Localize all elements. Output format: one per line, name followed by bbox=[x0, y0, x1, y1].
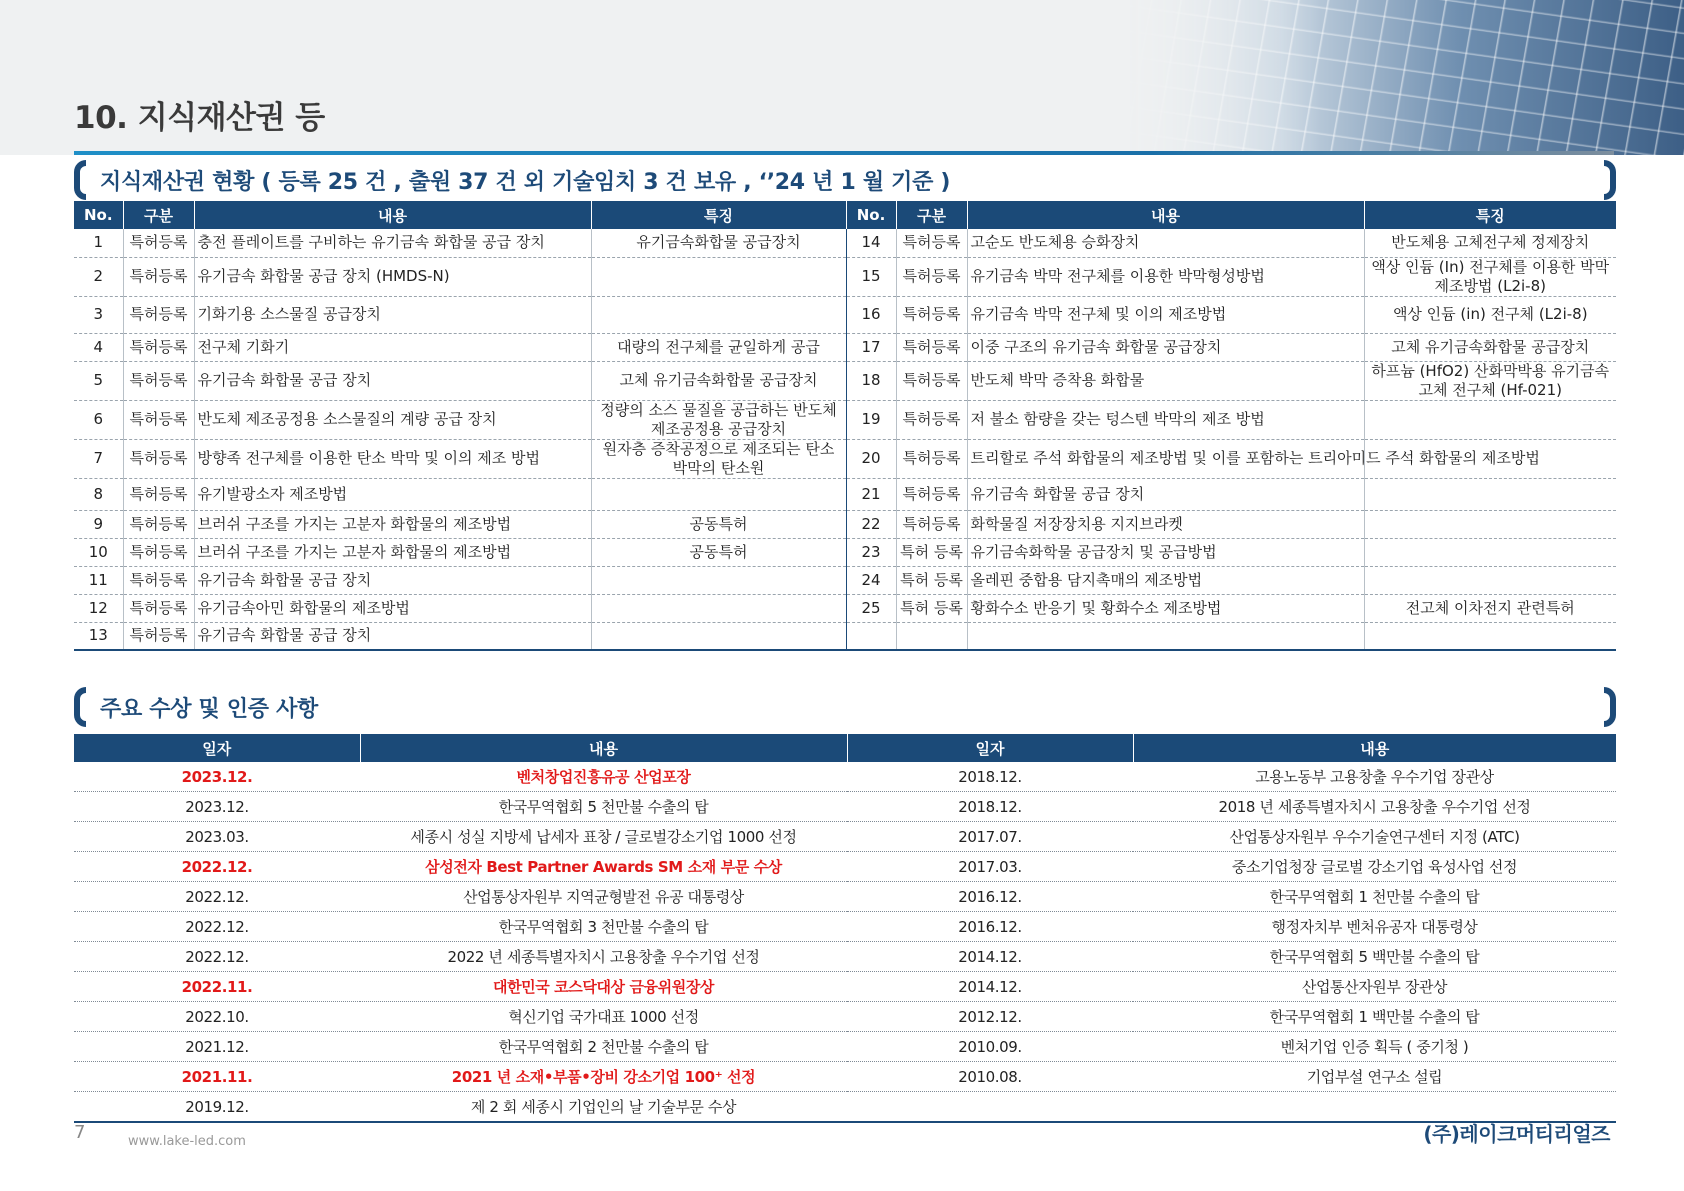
award-date-2: 2012.12. bbox=[847, 1002, 1133, 1032]
row-content-2: 이중 구조의 유기금속 화합물 공급장치 bbox=[967, 333, 1364, 361]
row-no: 13 bbox=[74, 622, 123, 650]
row-no: 12 bbox=[74, 594, 123, 622]
ip-table-row bbox=[74, 400, 1616, 439]
award-content: 산업통상자원부 지역균형발전 유공 대통령상 bbox=[360, 882, 847, 912]
bracket-right bbox=[1604, 160, 1616, 200]
row-type: 특허등록 bbox=[123, 333, 194, 361]
row-type: 특허등록 bbox=[123, 566, 194, 594]
award-date: 2022.12. bbox=[74, 912, 360, 942]
award-content: 삼성전자 Best Partner Awards SM 소재 부문 수상 bbox=[360, 852, 847, 882]
ip-table-row bbox=[74, 510, 1616, 538]
row-type: 특허등록 bbox=[123, 400, 194, 439]
row-type: 특허등록 bbox=[123, 594, 194, 622]
row-type-2: 특허등록 bbox=[896, 510, 967, 538]
award-content-2: 고용노동부 고용창출 우수기업 장관상 bbox=[1133, 762, 1616, 792]
col-type-2: 구분 bbox=[896, 201, 967, 229]
award-content: 한국무역협회 5 천만불 수출의 탑 bbox=[360, 792, 847, 822]
award-content-2: 벤처기업 인증 획득 ( 중기청 ) bbox=[1133, 1032, 1616, 1062]
page-number: 7 bbox=[74, 1122, 86, 1143]
row-content-2: 황화수소 반응기 및 황화수소 제조방법 bbox=[967, 594, 1364, 622]
award-date-2: 2010.09. bbox=[847, 1032, 1133, 1062]
row-type: 특허등록 bbox=[123, 257, 194, 296]
award-date-2: 2014.12. bbox=[847, 942, 1133, 972]
website-url: www.lake-led.com bbox=[128, 1134, 246, 1149]
col-award-content: 내용 bbox=[360, 734, 847, 762]
award-table-row bbox=[74, 1032, 1616, 1062]
row-type: 특허등록 bbox=[123, 296, 194, 333]
row-content-2: 올레핀 중합용 담지촉매의 제조방법 bbox=[967, 566, 1364, 594]
ip-table-row bbox=[74, 538, 1616, 566]
title-rule bbox=[74, 151, 1614, 155]
row-type: 특허등록 bbox=[123, 478, 194, 510]
award-content: 혁신기업 국가대표 1000 선정 bbox=[360, 1002, 847, 1032]
row-feature bbox=[591, 566, 846, 594]
row-feature: 공동특허 bbox=[591, 510, 846, 538]
row-feature-2: 액상 인듐 (in) 전구체 (L2i-8) bbox=[1364, 296, 1616, 333]
bracket-right bbox=[1604, 687, 1616, 727]
award-content-2: 2018 년 세종특별자치시 고용창출 우수기업 선정 bbox=[1133, 792, 1616, 822]
company-logo-text: (주)레이크머티리얼즈 bbox=[1423, 1122, 1610, 1146]
row-feature-2: 하프늄 (HfO2) 산화막박용 유기금속 고체 전구체 (Hf-021) bbox=[1364, 361, 1616, 400]
award-table-row bbox=[74, 942, 1616, 972]
row-type-2: 특허 등록 bbox=[896, 566, 967, 594]
row-feature-2: 액상 인듐 (In) 전구체를 이용한 박막제조방법 (L2i-8) bbox=[1364, 257, 1616, 296]
ip-table-row bbox=[74, 594, 1616, 622]
row-feature-2 bbox=[1364, 510, 1616, 538]
col-no-2: No. bbox=[846, 201, 896, 229]
row-feature: 공동특허 bbox=[591, 538, 846, 566]
row-no-2: 14 bbox=[846, 229, 896, 257]
award-table-row bbox=[74, 762, 1616, 792]
ip-table-row bbox=[74, 296, 1616, 333]
row-no: 10 bbox=[74, 538, 123, 566]
ip-table bbox=[74, 201, 1616, 651]
award-table-row bbox=[74, 1002, 1616, 1032]
row-no: 4 bbox=[74, 333, 123, 361]
page-title: 10. 지식재산권 등 bbox=[74, 100, 325, 136]
row-type-2: 특허등록 bbox=[896, 478, 967, 510]
row-type-2: 특허 등록 bbox=[896, 538, 967, 566]
row-feature bbox=[591, 257, 846, 296]
row-no-2: 25 bbox=[846, 594, 896, 622]
row-no: 11 bbox=[74, 566, 123, 594]
ip-table-row bbox=[74, 439, 1616, 478]
row-feature: 고체 유기금속화합물 공급장치 bbox=[591, 361, 846, 400]
award-table-header bbox=[74, 734, 1616, 762]
row-no: 2 bbox=[74, 257, 123, 296]
award-date-2: 2010.08. bbox=[847, 1062, 1133, 1092]
award-content-2: 한국무역협회 1 천만불 수출의 탑 bbox=[1133, 882, 1616, 912]
award-section-heading bbox=[74, 687, 1616, 727]
row-content-2: 트리할로 주석 화합물의 제조방법 및 이를 포함하는 트리아미드 주석 화합물의 제조방법 bbox=[967, 439, 1364, 478]
row-content-2 bbox=[967, 622, 1364, 650]
award-content-2: 행정자치부 벤처유공자 대통령상 bbox=[1133, 912, 1616, 942]
award-date: 2022.10. bbox=[74, 1002, 360, 1032]
award-content-2: 한국무역협회 1 백만불 수출의 탑 bbox=[1133, 1002, 1616, 1032]
row-content-2: 유기금속 화합물 공급 장치 bbox=[967, 478, 1364, 510]
award-table-row bbox=[74, 852, 1616, 882]
award-date: 2019.12. bbox=[185, 1097, 249, 1116]
award-table-row bbox=[74, 882, 1616, 912]
award-content: 2021 년 소재•부품•장비 강소기업 100⁺ 선정 bbox=[360, 1062, 847, 1092]
col-feature-2: 특징 bbox=[1364, 201, 1616, 229]
award-date-2: 2018.12. bbox=[847, 762, 1133, 792]
ip-table-row bbox=[74, 478, 1616, 510]
row-type-2: 특허 등록 bbox=[896, 594, 967, 622]
row-type: 특허등록 bbox=[123, 510, 194, 538]
row-feature bbox=[591, 594, 846, 622]
solar-panel-header-image bbox=[1124, 0, 1684, 155]
row-no-2: 23 bbox=[846, 538, 896, 566]
award-bottom-rule bbox=[74, 1121, 1616, 1123]
row-no-2: 18 bbox=[846, 361, 896, 400]
row-content: 유기금속 화합물 공급 장치 bbox=[194, 566, 591, 594]
col-award-content-2: 내용 bbox=[1133, 734, 1616, 762]
award-table-row bbox=[74, 972, 1616, 1002]
award-date: 2023.12. bbox=[74, 762, 360, 792]
ip-table-row bbox=[74, 229, 1616, 257]
award-date-2: 2016.12. bbox=[847, 912, 1133, 942]
award-date-2: 2016.12. bbox=[847, 882, 1133, 912]
award-table-row bbox=[74, 912, 1616, 942]
award-content-2: 중소기업청장 글로벌 강소기업 육성사업 선정 bbox=[1133, 852, 1616, 882]
row-feature bbox=[591, 622, 846, 650]
row-feature-2: 반도체용 고체전구체 정제장치 bbox=[1364, 229, 1616, 257]
ip-section-heading-text: 지식재산권 현황 ( 등록 25 건 , 출원 37 건 외 기술임치 3 건 보유 , ‘’24 년 1 월 기준 ) bbox=[100, 170, 951, 195]
row-type-2: 특허등록 bbox=[896, 257, 967, 296]
row-no-2: 16 bbox=[846, 296, 896, 333]
col-content-2: 내용 bbox=[967, 201, 1364, 229]
bracket-left bbox=[74, 160, 86, 200]
ip-table-header bbox=[74, 201, 1616, 229]
col-type: 구분 bbox=[123, 201, 194, 229]
row-feature: 대량의 전구체를 균일하게 공급 bbox=[591, 333, 846, 361]
row-no: 7 bbox=[74, 439, 123, 478]
award-date: 2021.12. bbox=[74, 1032, 360, 1062]
row-content: 반도체 제조공정용 소스물질의 계량 공급 장치 bbox=[194, 400, 591, 439]
award-content-2: 한국무역협회 5 백만불 수출의 탑 bbox=[1133, 942, 1616, 972]
row-content-2: 유기금속 박막 전구체를 이용한 박막형성방법 bbox=[967, 257, 1364, 296]
award-date-2: 2018.12. bbox=[847, 792, 1133, 822]
row-no-2: 15 bbox=[846, 257, 896, 296]
row-content-2: 고순도 반도체용 승화장치 bbox=[967, 229, 1364, 257]
row-content-2: 화학물질 저장장치용 지지브라켓 bbox=[967, 510, 1364, 538]
row-feature-2 bbox=[1364, 478, 1616, 510]
row-content-2: 반도체 박막 증착용 화합물 bbox=[967, 361, 1364, 400]
row-no-2: 21 bbox=[846, 478, 896, 510]
award-content: 제 2 회 세종시 기업인의 날 기술부문 수상 bbox=[470, 1098, 737, 1116]
col-date-2: 일자 bbox=[847, 734, 1133, 762]
row-type-2: 특허등록 bbox=[896, 439, 967, 478]
row-type: 특허등록 bbox=[123, 229, 194, 257]
row-content: 전구체 기화기 bbox=[194, 333, 591, 361]
row-content: 브러쉬 구조를 가지는 고분자 화합물의 제조방법 bbox=[194, 510, 591, 538]
row-content: 브러쉬 구조를 가지는 고분자 화합물의 제조방법 bbox=[194, 538, 591, 566]
award-date-2: 2017.07. bbox=[847, 822, 1133, 852]
row-feature bbox=[591, 478, 846, 510]
row-no-2 bbox=[846, 622, 896, 650]
row-feature-2: 전고체 이차전지 관련특허 bbox=[1364, 594, 1616, 622]
award-content: 세종시 성실 지방세 납세자 표창 / 글로벌강소기업 1000 선정 bbox=[360, 822, 847, 852]
row-content: 유기발광소자 제조방법 bbox=[194, 478, 591, 510]
award-section-heading-text: 주요 수상 및 인증 사항 bbox=[100, 697, 319, 722]
ip-table-row bbox=[74, 361, 1616, 400]
row-feature bbox=[591, 296, 846, 333]
ip-table-row bbox=[74, 622, 1616, 650]
row-type-2: 특허등록 bbox=[896, 296, 967, 333]
row-no-2: 19 bbox=[846, 400, 896, 439]
row-type-2: 특허등록 bbox=[896, 400, 967, 439]
ip-table-row bbox=[74, 566, 1616, 594]
col-no: No. bbox=[74, 201, 123, 229]
row-no: 8 bbox=[74, 478, 123, 510]
award-date: 2022.12. bbox=[74, 852, 360, 882]
award-content-2 bbox=[1133, 1092, 1616, 1122]
row-feature-2 bbox=[1364, 622, 1616, 650]
row-no: 9 bbox=[74, 510, 123, 538]
row-type-2 bbox=[896, 622, 967, 650]
award-content: 한국무역협회 2 천만불 수출의 탑 bbox=[360, 1032, 847, 1062]
row-type: 특허등록 bbox=[123, 361, 194, 400]
row-feature-2 bbox=[1364, 400, 1616, 439]
award-content: 대한민국 코스닥대상 금융위원장상 bbox=[360, 972, 847, 1002]
award-table-row bbox=[74, 1062, 1616, 1092]
ip-section-heading bbox=[74, 160, 1616, 200]
col-date: 일자 bbox=[74, 734, 360, 762]
row-no: 5 bbox=[74, 361, 123, 400]
award-date-2: 2017.03. bbox=[847, 852, 1133, 882]
row-content: 유기금속 화합물 공급 장치 bbox=[194, 361, 591, 400]
award-date: 2022.11. bbox=[74, 972, 360, 1002]
row-content: 유기금속 화합물 공급 장치 bbox=[194, 622, 591, 650]
award-content-2: 기업부설 연구소 설립 bbox=[1133, 1062, 1616, 1092]
row-content: 충전 플레이트를 구비하는 유기금속 화합물 공급 장치 bbox=[194, 229, 591, 257]
row-no-2: 24 bbox=[846, 566, 896, 594]
row-content: 유기금속아민 화합물의 제조방법 bbox=[194, 594, 591, 622]
row-no-2: 20 bbox=[846, 439, 896, 478]
row-no: 3 bbox=[74, 296, 123, 333]
row-type: 특허등록 bbox=[123, 622, 194, 650]
row-content-2: 유기금속화학물 공급장치 및 공급방법 bbox=[967, 538, 1364, 566]
award-date: 2022.12. bbox=[74, 882, 360, 912]
row-type: 특허등록 bbox=[123, 439, 194, 478]
row-content-2: 저 불소 함량을 갖는 텅스텐 박막의 제조 방법 bbox=[967, 400, 1364, 439]
bracket-left bbox=[74, 687, 86, 727]
award-table-row bbox=[74, 792, 1616, 822]
ip-table-row bbox=[74, 257, 1616, 296]
award-date: 2021.11. bbox=[74, 1062, 360, 1092]
row-feature-2 bbox=[1364, 566, 1616, 594]
row-type: 특허등록 bbox=[123, 538, 194, 566]
col-content: 내용 bbox=[194, 201, 591, 229]
row-no: 6 bbox=[74, 400, 123, 439]
award-date: 2023.03. bbox=[74, 822, 360, 852]
row-content: 기화기용 소스물질 공급장치 bbox=[194, 296, 591, 333]
col-feature: 특징 bbox=[591, 201, 846, 229]
row-no-2: 22 bbox=[846, 510, 896, 538]
row-type-2: 특허등록 bbox=[896, 361, 967, 400]
award-date: 2023.12. bbox=[74, 792, 360, 822]
row-feature: 원자층 증착공정으로 제조되는 탄소 박막의 탄소원 bbox=[591, 439, 846, 478]
award-table-row bbox=[74, 1092, 1616, 1122]
award-content-2: 산업통상자원부 우수기술연구센터 지정 (ATC) bbox=[1133, 822, 1616, 852]
row-content: 유기금속 화합물 공급 장치 (HMDS-N) bbox=[194, 257, 591, 296]
row-content: 방향족 전구체를 이용한 탄소 박막 및 이의 제조 방법 bbox=[194, 439, 591, 478]
award-content: 2022 년 세종특별자치시 고용창출 우수기업 선정 bbox=[360, 942, 847, 972]
award-content: 벤처창업진흥유공 산업포장 bbox=[360, 762, 847, 792]
award-date: 2022.12. bbox=[74, 942, 360, 972]
row-type-2: 특허등록 bbox=[896, 229, 967, 257]
award-table-row bbox=[74, 822, 1616, 852]
row-feature: 정량의 소스 물질을 공급하는 반도체 제조공정용 공급장치 bbox=[591, 400, 846, 439]
award-date-2 bbox=[847, 1092, 1133, 1122]
row-no: 1 bbox=[74, 229, 123, 257]
award-content: 한국무역협회 3 천만불 수출의 탑 bbox=[360, 912, 847, 942]
award-content-2: 산업통산자원부 장관상 bbox=[1133, 972, 1616, 1002]
award-table bbox=[74, 734, 1616, 1121]
row-feature-2: 고체 유기금속화합물 공급장치 bbox=[1364, 333, 1616, 361]
ip-table-row bbox=[74, 333, 1616, 361]
row-feature-2 bbox=[1364, 538, 1616, 566]
award-date-2: 2014.12. bbox=[847, 972, 1133, 1002]
row-content-2: 유기금속 박막 전구체 및 이의 제조방법 bbox=[967, 296, 1364, 333]
row-type-2: 특허등록 bbox=[896, 333, 967, 361]
row-no-2: 17 bbox=[846, 333, 896, 361]
row-feature: 유기금속화합물 공급장치 bbox=[591, 229, 846, 257]
